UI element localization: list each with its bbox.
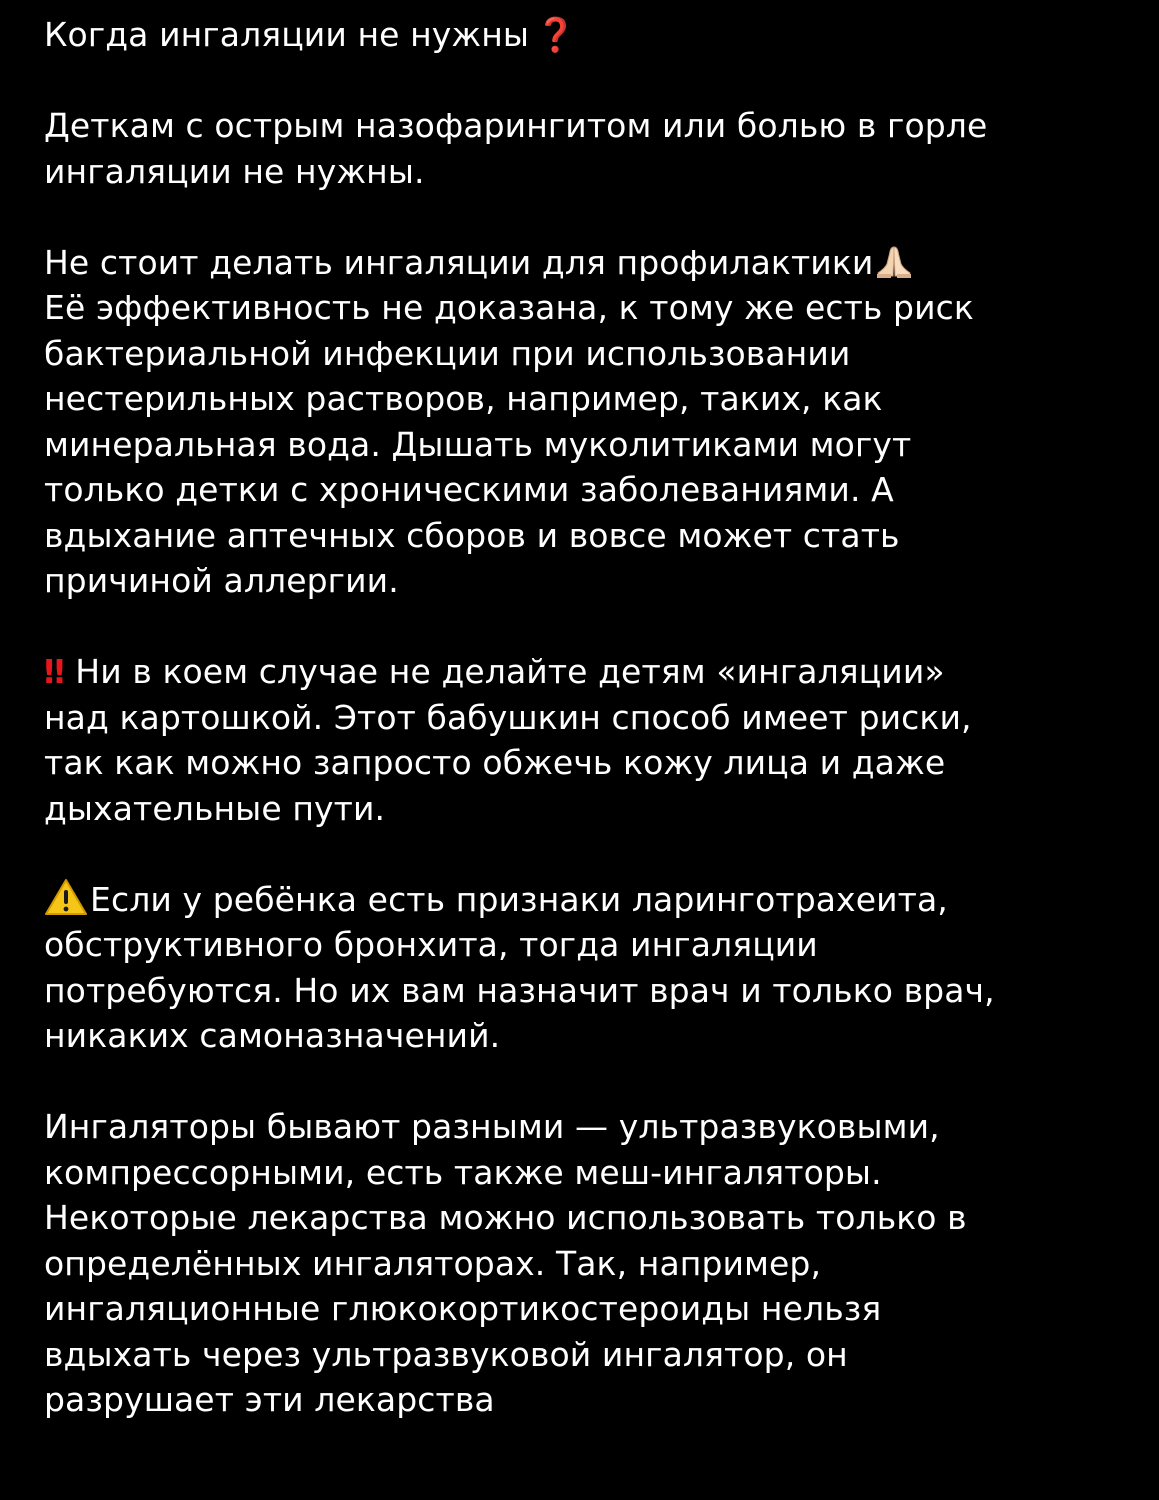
paragraph-2-line: нестерильных растворов, например, таких, как bbox=[44, 379, 883, 418]
paragraph-4-line: обструктивного бронхита, тогда ингаляции bbox=[44, 925, 818, 964]
paragraph-2-line: бактериальной инфекции при использовании bbox=[44, 333, 851, 373]
red-question-mark-icon: ❓ bbox=[535, 15, 577, 54]
paragraph-2-line: минеральная вода. Дышать муколитиками могут bbox=[44, 424, 912, 464]
note-text bbox=[44, 12, 1124, 1423]
paragraph-gap bbox=[44, 58, 1124, 104]
double-exclamation-icon: ‼ bbox=[44, 652, 59, 691]
paragraph-5-line: определённых ингаляторах. Так, например, bbox=[44, 1243, 822, 1283]
folded-hands-icon bbox=[875, 244, 913, 278]
paragraph-3-line: дыхательные пути. bbox=[44, 788, 386, 828]
paragraph-5-line: разрушает эти лекарства bbox=[44, 1380, 495, 1419]
paragraph-5-line: Некоторые лекарства можно использовать только в bbox=[44, 1198, 967, 1237]
paragraph-4-line: никаких самоназначений. bbox=[44, 1016, 501, 1055]
paragraph-gap bbox=[44, 831, 1124, 877]
paragraph-1-line: ингаляции не нужны. bbox=[44, 151, 425, 191]
note-title: Когда ингаляции не нужны ❓ bbox=[44, 15, 577, 54]
paragraph-5-line: ингаляционные глюкокортикостероиды нельзя bbox=[44, 1289, 882, 1328]
paragraph-gap bbox=[44, 604, 1124, 650]
paragraph-1-line: Деткам с острым назофарингитом или болью в горле bbox=[44, 106, 988, 145]
paragraph-2-line: вдыхание аптечных сборов и вовсе может стать bbox=[44, 515, 900, 555]
warning-icon bbox=[44, 878, 88, 916]
paragraph-2-line: Не стоит делать ингаляции для профилактики bbox=[44, 240, 1124, 286]
paragraph-gap bbox=[44, 194, 1124, 240]
paragraph-3-line: над картошкой. Этот бабушкин способ имеет риски, bbox=[44, 697, 972, 737]
paragraph-3-line: так как можно запросто обжечь кожу лица и даже bbox=[44, 743, 946, 782]
paragraph-gap bbox=[44, 1059, 1124, 1105]
paragraph-2-line: только детки с хроническими заболеваниями. А bbox=[44, 470, 894, 509]
paragraph-2-line: причиной аллергии. bbox=[44, 561, 399, 600]
paragraph-4-line: потребуются. Но их вам назначит врач и только врач, bbox=[44, 970, 995, 1010]
paragraph-2-line: Её эффективность не доказана, к тому же есть риск bbox=[44, 288, 974, 327]
paragraph-5-line: Ингаляторы бывают разными — ультразвуковыми, bbox=[44, 1107, 940, 1146]
paragraph-5-line: вдыхать через ультразвуковой ингалятор, он bbox=[44, 1334, 848, 1374]
paragraph-5-line: компрессорными, есть также меш-ингаляторы. bbox=[44, 1152, 882, 1192]
paragraph-4-line: Если у ребёнка есть признаки ларинготрахеита, bbox=[44, 877, 1124, 923]
paragraph-3-line: ‼ Ни в коем случае не делайте детям «ингаляции» bbox=[44, 652, 945, 691]
